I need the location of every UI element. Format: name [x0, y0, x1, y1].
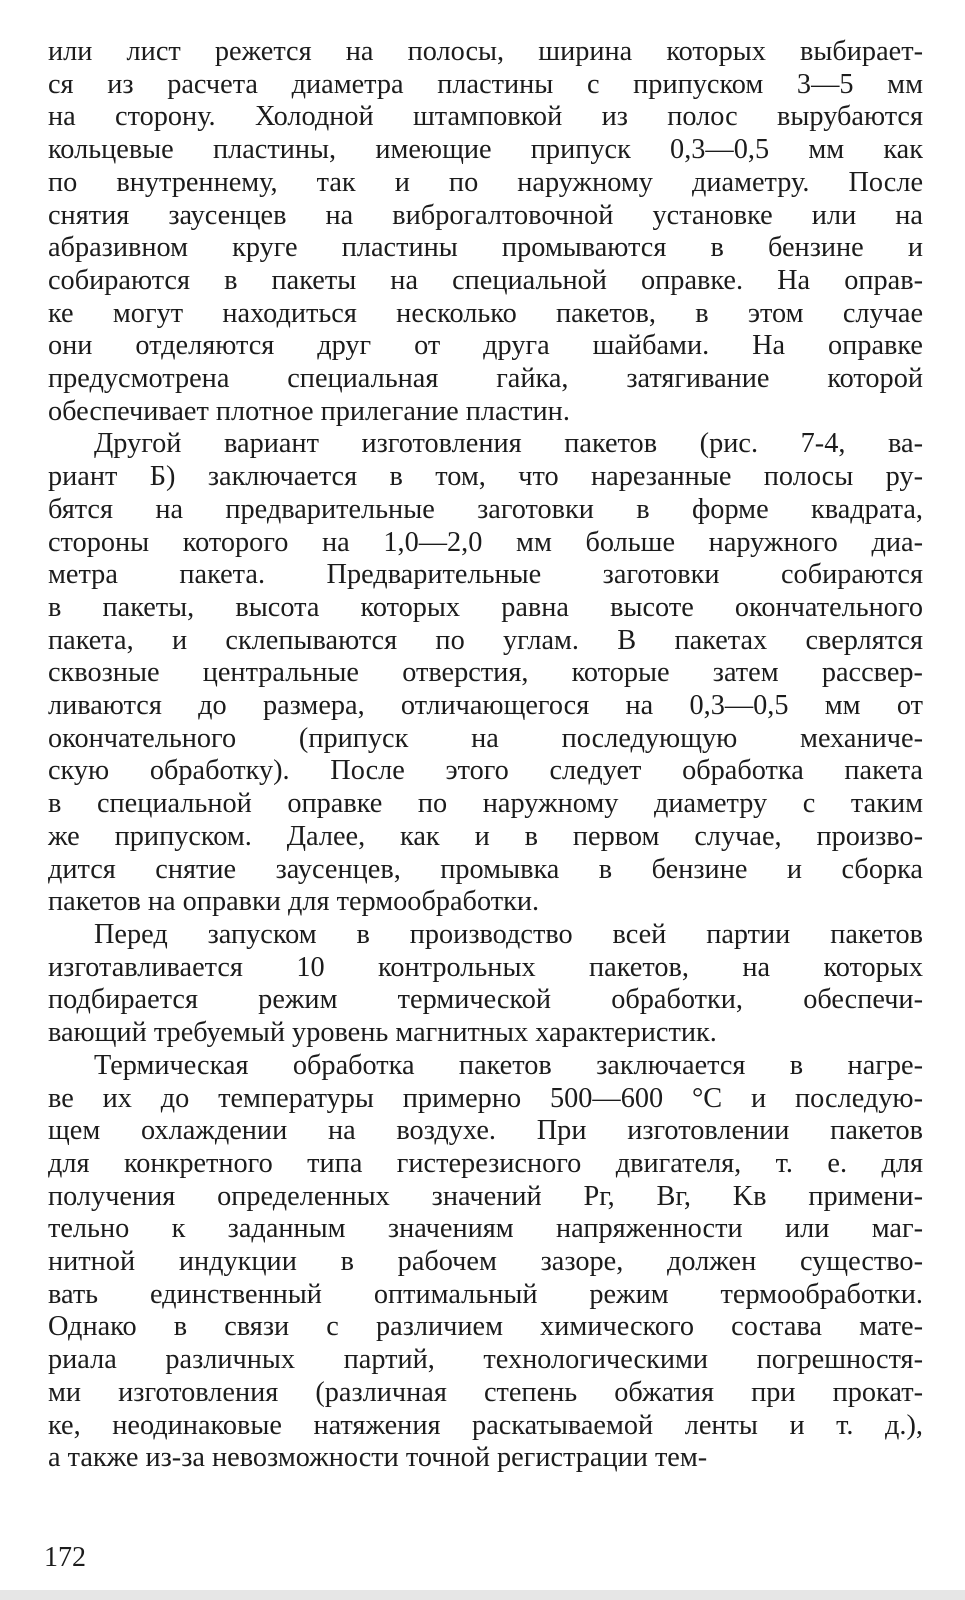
text-line: риала различных партий, технологическими погрешностя-: [48, 1344, 923, 1376]
text-line: ве их до температуры примерно 500—600 °С и последую-: [48, 1082, 923, 1114]
text-line: окончательного (припуск на последующую механиче-: [48, 722, 923, 754]
text-line: риант Б) заключается в том, что нарезанные полосы ру-: [48, 461, 923, 493]
text-line: или лист режется на полосы, ширина которых выбирает-: [48, 36, 923, 67]
text-line: стороны которого на 1,0—2,0 мм больше наружного диа-: [48, 526, 923, 558]
text-line: в специальной оправке по наружному диаметру с таким: [48, 788, 923, 820]
paragraph-2: [48, 428, 923, 919]
text-line: подбирается режим термической обработки, обеспечи-: [48, 984, 923, 1016]
text-line: метра пакета. Предварительные заготовки собираются: [48, 559, 923, 591]
text-line: Другой вариант изготовления пакетов (рис. 7-4, ва-: [94, 428, 923, 460]
text-line: предусмотрена специальная гайка, затягивание которой: [48, 363, 923, 395]
text-line: а также из-за невозможности точной регистрации тем-: [48, 1442, 708, 1474]
text-line: абразивном круге пластины промываются в бензине и: [48, 232, 923, 264]
text-line: бятся на предварительные заготовки в форме квадрата,: [48, 493, 923, 525]
text-line: вающий требуемый уровень магнитных характеристик.: [48, 1017, 717, 1049]
text-line: ми изготовления (различная степень обжатия при прокат-: [48, 1376, 923, 1408]
text-line: получения определенных значений Pг, Bг, Kв примени-: [48, 1180, 923, 1212]
page-bottom-edge: [0, 1590, 965, 1600]
paragraph-4: [48, 1050, 923, 1475]
text-line: щем охлаждении на воздухе. При изготовлении пакетов: [48, 1115, 923, 1147]
text-line: пакетов на оправки для термообработки.: [48, 886, 540, 918]
text-line: они отделяются друг от друга шайбами. На оправке: [48, 330, 923, 362]
text-line: сквозные центральные отверстия, которые затем рассвер-: [48, 657, 923, 689]
text-line: Термическая обработка пакетов заключается в нагре-: [94, 1049, 923, 1081]
text-line: Перед запуском в производство всей партии пакетов: [94, 918, 923, 950]
text-line: изготавливается 10 контрольных пакетов, на которых: [48, 951, 923, 983]
text-line: тельно к заданным значениям напряженности или маг-: [48, 1213, 923, 1245]
text-line: нитной индукции в рабочем зазоре, должен существо-: [48, 1246, 923, 1278]
page-number: 172: [44, 1542, 86, 1573]
text-line: же припуском. Далее, как и в первом случае, произво-: [48, 820, 923, 852]
text-line: ливаются до размера, отличающегося на 0,3—0,5 мм от: [48, 690, 923, 722]
text-line: по внутреннему, так и по наружному диаметру. После: [48, 166, 923, 198]
page-text: [48, 36, 923, 1475]
text-line: ке, неодинаковые натяжения раскатываемой ленты и т. д.),: [48, 1409, 923, 1441]
text-line: обеспечивает плотное прилегание пластин.: [48, 395, 570, 427]
text-line: скую обработку). После этого следует обработка пакета: [48, 755, 923, 787]
text-line: в пакеты, высота которых равна высоте окончательного: [48, 591, 923, 623]
text-line: дится снятие заусенцев, промывка в бензине и сборка: [48, 853, 923, 885]
text-line: на сторону. Холодной штамповкой из полос вырубаются: [48, 101, 923, 133]
text-line: для конкретного типа гистерезисного двигателя, т. е. для: [48, 1147, 923, 1179]
paragraph-1: [48, 36, 923, 428]
text-line: собираются в пакеты на специальной оправке. На оправ-: [48, 264, 923, 296]
text-line: вать единственный оптимальный режим термообработки.: [48, 1278, 923, 1310]
paragraph-3: [48, 919, 923, 1050]
text-line: ся из расчета диаметра пластины с припуском 3—5 мм: [48, 68, 923, 100]
text-line: кольцевые пластины, имеющие припуск 0,3—0,5 мм как: [48, 134, 923, 166]
text-line: ке могут находиться несколько пакетов, в этом случае: [48, 297, 923, 329]
text-line: снятия заусенцев на виброгалтовочной установке или на: [48, 199, 923, 231]
text-line: пакета, и склепываются по углам. В пакетах сверлятся: [48, 624, 923, 656]
text-line: Однако в связи с различием химического состава мате-: [48, 1311, 923, 1343]
